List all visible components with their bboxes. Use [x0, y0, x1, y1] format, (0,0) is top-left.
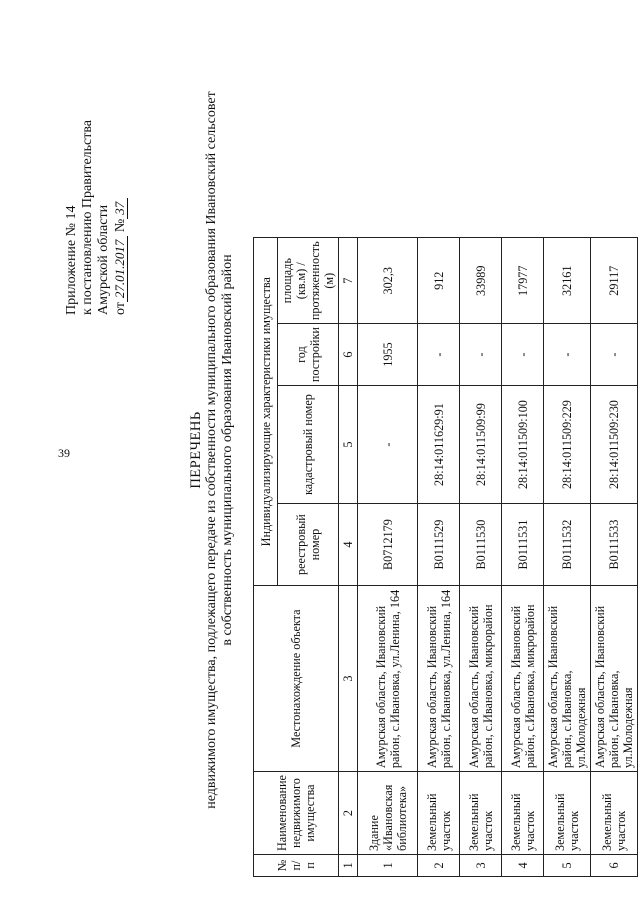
index-cell: 3: [339, 586, 358, 772]
row-reg: В0111533: [591, 504, 638, 586]
row-year: -: [418, 324, 460, 386]
row-name: Земельный участок: [502, 772, 544, 855]
row-reg: В0712179: [358, 504, 418, 586]
row-area: 29117: [591, 238, 638, 324]
header-num: № п/п: [254, 855, 339, 877]
index-cell: 6: [339, 324, 358, 386]
row-year: 1955: [358, 324, 418, 386]
row-name: Земельный участок: [460, 772, 502, 855]
handwritten-date: 27.01.2017: [112, 236, 128, 303]
property-table: [253, 237, 638, 877]
table-row: [502, 238, 544, 877]
row-cad: 28:14:011629:91: [418, 386, 460, 504]
row-area: 33989: [460, 238, 502, 324]
row-name: Земельный участок: [591, 772, 638, 855]
date-prefix: от: [113, 302, 128, 315]
header-cad: кадастровый номер: [278, 386, 339, 504]
annex-block: [64, 55, 129, 315]
header-year: год постройки: [278, 324, 339, 386]
row-area: 32161: [544, 238, 591, 324]
row-location: Амурская область, Ивановский район, с.Ивановка, микрорайон: [460, 586, 502, 772]
row-reg: В0111531: [502, 504, 544, 586]
title-heading: ПЕРЕЧЕНЬ: [188, 411, 204, 489]
row-area: 17977: [502, 238, 544, 324]
table-row: [418, 238, 460, 877]
index-cell: 1: [339, 855, 358, 877]
row-location: Амурская область, Ивановский район, с.Ивановка, ул.Молодежная: [544, 586, 591, 772]
row-year: -: [502, 324, 544, 386]
row-location: Амурская область, Ивановский район, с.Ивановка, ул.Ленина, 164: [418, 586, 460, 772]
row-cad: 28:14:011509:100: [502, 386, 544, 504]
row-cad: 28:14:011509:230: [591, 386, 638, 504]
row-location: Амурская область, Ивановский район, с.Ивановка, ул.Молодежная: [591, 586, 638, 772]
header-reg: реестровый номер: [278, 504, 339, 586]
row-num: 6: [591, 855, 638, 877]
index-cell: 4: [339, 504, 358, 586]
row-reg: В0111529: [418, 504, 460, 586]
title-line-1: недвижимого имущества, подлежащего передаче из собственности муниципального образования Ивановский сельсовет: [204, 91, 219, 809]
row-location: Амурская область, Ивановский район, с.Ивановка, ул.Ленина, 164: [358, 586, 418, 772]
page-number: 39: [58, 446, 70, 460]
annex-line-2: к постановлению Правительства: [80, 119, 95, 315]
index-row: [339, 238, 358, 877]
number-prefix: №: [113, 218, 128, 233]
annex-date-line: [112, 55, 129, 315]
table-row: [358, 238, 418, 877]
table-row: [591, 238, 638, 877]
header-area: площадь (кв.м) / протяженность (м): [278, 238, 339, 324]
row-area: 302,3: [358, 238, 418, 324]
row-year: -: [544, 324, 591, 386]
row-name: Здание «Ивановская библиотека»: [358, 772, 418, 855]
row-cad: -: [358, 386, 418, 504]
annex-line-1: Приложение № 14: [64, 205, 79, 315]
row-num: 3: [460, 855, 502, 877]
row-reg: В0111532: [544, 504, 591, 586]
header-name: Наименование недвижимого имущества: [254, 772, 339, 855]
header-location: Местонахождение объекта: [254, 586, 339, 772]
table-row: [460, 238, 502, 877]
row-cad: 28:14:011509:99: [460, 386, 502, 504]
index-cell: 7: [339, 238, 358, 324]
row-location: Амурская область, Ивановский район, с.Ивановка, микрорайон: [502, 586, 544, 772]
row-name: Земельный участок: [544, 772, 591, 855]
row-year: -: [591, 324, 638, 386]
row-year: -: [460, 324, 502, 386]
row-reg: В0111530: [460, 504, 502, 586]
header-characteristics: Индивидуализирующие характеристики имущества: [254, 238, 278, 586]
row-name: Земельный участок: [418, 772, 460, 855]
table-row: [544, 238, 591, 877]
document-title: [188, 35, 236, 865]
row-num: 4: [502, 855, 544, 877]
annex-line-3: Амурской области: [96, 204, 111, 315]
row-cad: 28:14:011509:229: [544, 386, 591, 504]
row-num: 1: [358, 855, 418, 877]
index-cell: 5: [339, 386, 358, 504]
index-cell: 2: [339, 772, 358, 855]
row-num: 2: [418, 855, 460, 877]
title-line-2: в собственность муниципального образования Ивановский район: [220, 254, 235, 646]
row-area: 912: [418, 238, 460, 324]
handwritten-number: 37: [112, 198, 128, 219]
row-num: 5: [544, 855, 591, 877]
